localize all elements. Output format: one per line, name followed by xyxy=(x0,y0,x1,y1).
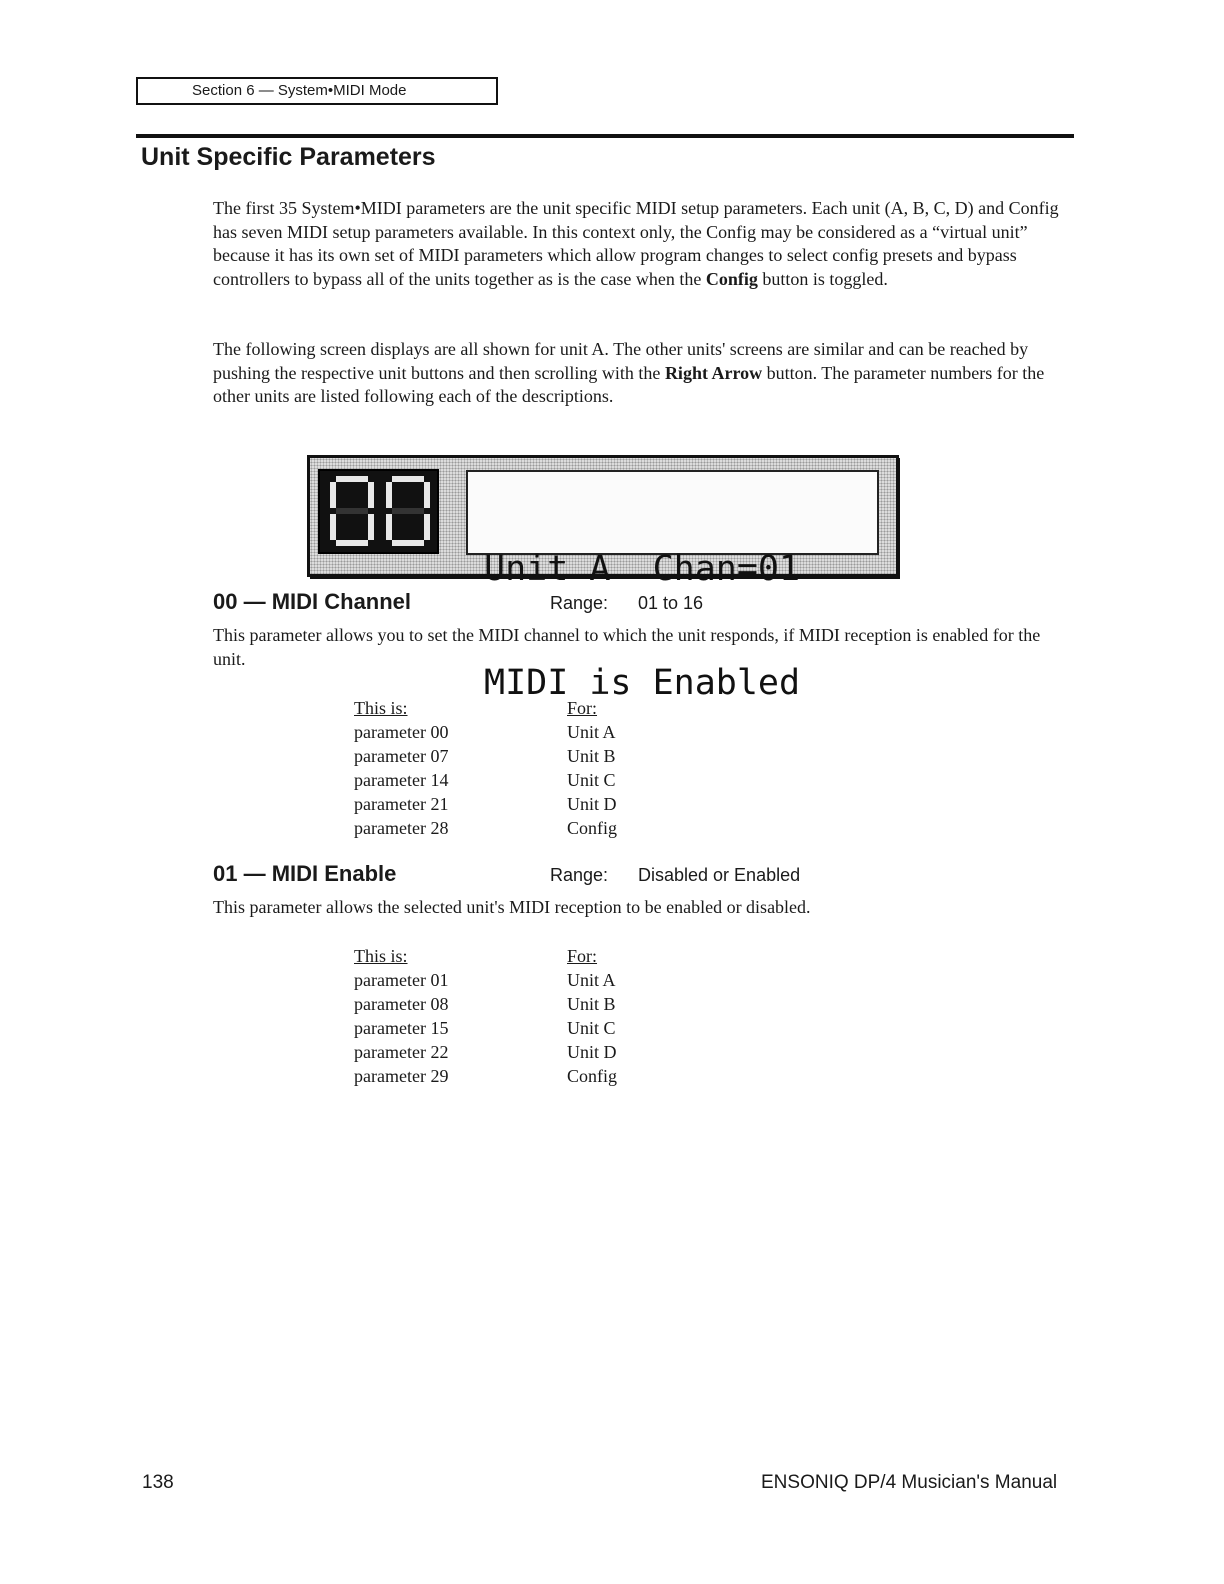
intro-p2-text-b: button. The parameter numbers for the other units are listed following each of the descriptions. xyxy=(213,362,1045,406)
intro-p1-text-a: The first 35 System•MIDI parameters are the unit specific MIDI setup parameters. Each unit (A, B, C, D) and Config has seven MIDI setup parameters available. In this context only, the Config may be considered as a “virtual unit” because it has its own set of MIDI parameters which allow program changes to select config presets and bypass controllers to bypass all of the units together as is the case when the xyxy=(213,198,1059,289)
table-row: parameter 22 xyxy=(354,1042,449,1062)
table-row: parameter 21 xyxy=(354,794,449,814)
table-row: parameter 28 xyxy=(354,818,449,838)
section-header-box xyxy=(136,77,498,105)
section-label: Section 6 — System•MIDI Mode xyxy=(192,82,407,99)
param-01-description: This parameter allows the selected unit's MIDI reception to be enabled or disabled. xyxy=(213,897,811,917)
led-segment xyxy=(330,482,336,508)
param-01-range-value: Disabled or Enabled xyxy=(638,865,801,885)
table-row: parameter 07 xyxy=(354,746,449,766)
table-row: Unit B xyxy=(567,994,616,1014)
led-segment xyxy=(392,540,424,546)
led-segment xyxy=(392,508,424,514)
param-00-col-this xyxy=(354,696,448,840)
led-segment xyxy=(386,482,392,508)
param-01-range-label: Range: xyxy=(550,865,609,885)
intro-p2-text-a: The following screen displays are all shown for unit A. The other units' screens are similar and can be reached by pushing the respective unit buttons and then scrolling with the xyxy=(213,339,1029,383)
led-segment xyxy=(336,540,368,546)
param-01-col2-header: For: xyxy=(567,946,598,966)
intro-p1-bold: Config xyxy=(705,268,758,289)
param-00-range-label: Range: xyxy=(550,593,609,613)
table-row: Unit A xyxy=(567,970,616,990)
table-row: parameter 08 xyxy=(354,994,449,1014)
intro-p2-bold: Right Arrow xyxy=(664,362,763,383)
lcd-shadow-right xyxy=(896,458,900,579)
table-row: Unit C xyxy=(567,770,616,790)
table-row: parameter 01 xyxy=(354,970,449,990)
param-01-title: 01 — MIDI Enable xyxy=(213,861,397,886)
manual-title: ENSONIQ DP/4 Musician's Manual xyxy=(761,1472,1058,1493)
led-segment xyxy=(424,514,430,540)
table-row: Unit D xyxy=(567,794,617,814)
table-row: parameter 00 xyxy=(354,722,449,742)
table-row: Unit A xyxy=(567,722,616,742)
page-title: Unit Specific Parameters xyxy=(141,143,436,171)
table-row: Config xyxy=(567,818,618,838)
page-number: 138 xyxy=(142,1472,174,1493)
table-row: Unit C xyxy=(567,1018,616,1038)
param-00-description: This parameter allows you to set the MIDI channel to which the unit responds, if MIDI reception is enabled for the unit. xyxy=(213,625,1041,669)
param-00-col1-header: This is: xyxy=(354,698,408,718)
param-01-col-for xyxy=(567,944,617,1088)
param-00-title: 00 — MIDI Channel xyxy=(213,589,412,614)
header-rule xyxy=(136,134,1074,138)
led-segment xyxy=(368,514,374,540)
param-00-col-for xyxy=(567,696,617,840)
param-00-col2-header: For: xyxy=(567,698,598,718)
param-00-range-value: 01 to 16 xyxy=(638,593,704,613)
led-segment xyxy=(330,514,336,540)
intro-paragraph-1 xyxy=(213,197,1075,291)
led-digit-display xyxy=(318,469,439,554)
led-segment xyxy=(424,482,430,508)
param-01-col-this xyxy=(354,944,448,1088)
led-segment xyxy=(336,508,368,514)
param-01-col1-header: This is: xyxy=(354,946,408,966)
led-segment xyxy=(386,514,392,540)
lcd-line-2: MIDI is Enabled xyxy=(484,663,801,703)
led-segment xyxy=(336,476,368,482)
lcd-line-1: Unit A Chan=01 xyxy=(484,549,801,589)
led-segment xyxy=(392,476,424,482)
table-row: parameter 15 xyxy=(354,1018,449,1038)
table-row: parameter 14 xyxy=(354,770,449,790)
table-row: Unit B xyxy=(567,746,616,766)
intro-p1-text-b: button is toggled. xyxy=(757,268,888,289)
led-segment xyxy=(368,482,374,508)
table-row: Config xyxy=(567,1066,618,1086)
table-row: Unit D xyxy=(567,1042,617,1062)
table-row: parameter 29 xyxy=(354,1066,449,1086)
intro-paragraph-2 xyxy=(213,338,1075,409)
